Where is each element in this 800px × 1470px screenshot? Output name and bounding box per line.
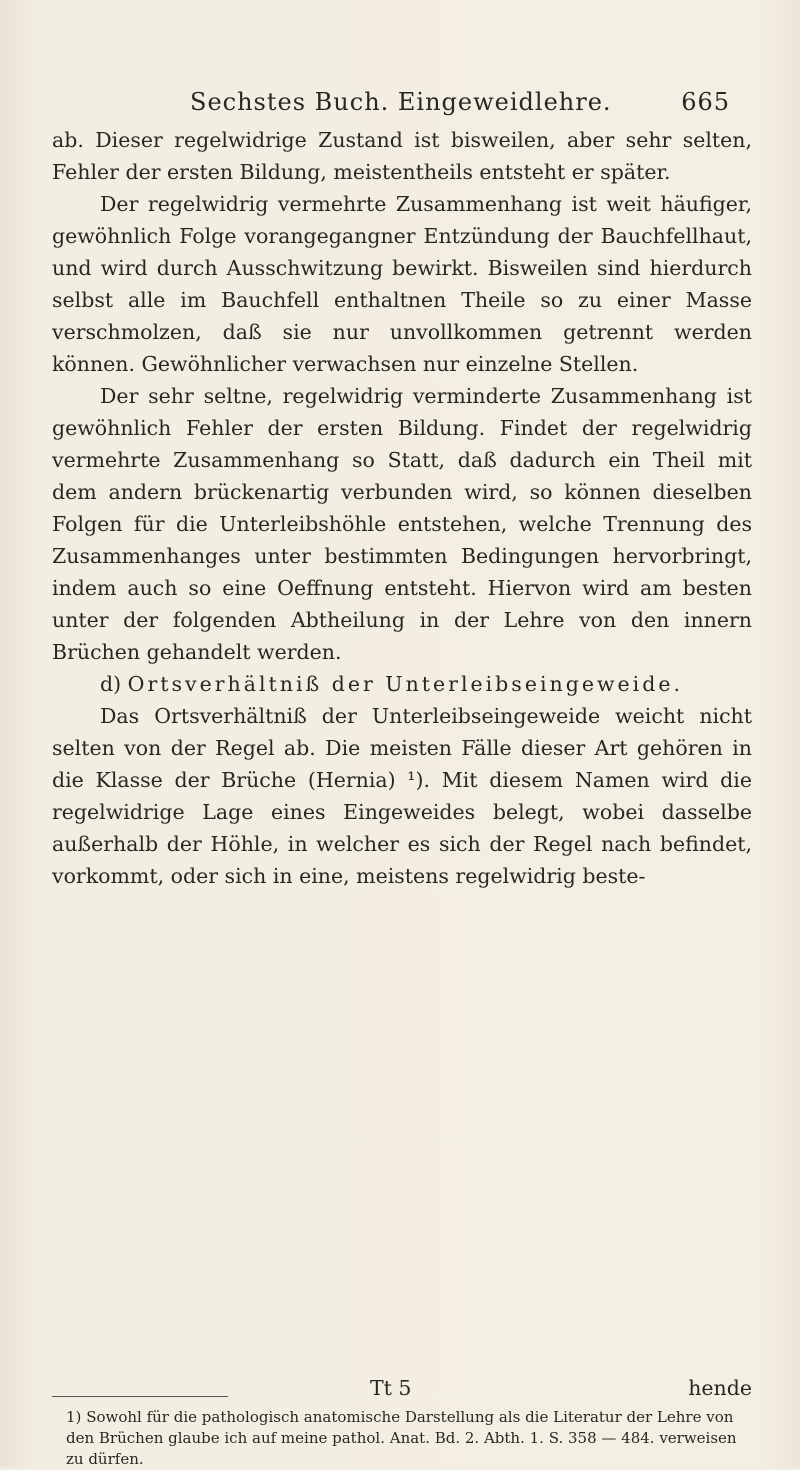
- paragraph: ab. Dieser regelwidrige Zustand ist bisweilen, aber sehr selten, Fehler der ersten Bildung, meistentheils entsteht er später.: [52, 128, 752, 184]
- section-heading: Ortsverhältniß der Unterleibseingeweide.: [127, 672, 683, 696]
- running-head-title: Sechstes Buch. Eingeweidlehre.: [190, 88, 612, 116]
- section-heading-line: [52, 668, 752, 700]
- footnote-text: Sowohl für die pathologisch anatomische Darstellung als die Literatur der Lehre von den Brüchen glaube ich auf meine pathol. Anat. Bd. 2. Abth. 1. S. 358 — 484. verweisen zu dürfen.: [66, 1408, 737, 1468]
- main-text: [52, 124, 752, 892]
- signature-mark: Tt 5: [370, 1376, 412, 1400]
- running-head: [190, 88, 730, 116]
- paragraph: Der sehr seltne, regelwidrig verminderte Zusammenhang ist gewöhnlich Fehler der ersten Bildung. Findet der regelwidrig vermehrte Zusammenhang so Statt, daß dadurch ein Theil mit dem andern brückenartig verbunden wird, so können dieselben Folgen für die Unterleibshöhle entstehen, welche Trennung des Zusammenhanges unter bestimmten Bedingungen hervorbringt, indem auch so eine Oeffnung entsteht. Hiervon wird am besten unter der folgenden Abtheilung in der Lehre von den innern Brüchen gehandelt werden.: [52, 384, 752, 664]
- paragraph: Das Ortsverhältniß der Unterleibseingeweide weicht nicht selten von der Regel ab. Die meisten Fälle dieser Art gehören in die Klasse der Brüche (Hernia) ¹). Mit diesem Namen wird die regelwidrige Lage eines Eingeweides belegt, wobei dasselbe außerhalb der Höhle, in welcher es sich der Regel nach befindet, vorkommt, oder sich in eine, meistens regelwidrig beste-: [52, 704, 752, 888]
- catchline-rule: [52, 1396, 228, 1397]
- footnote: [66, 1407, 752, 1470]
- page-number: 665: [681, 88, 730, 116]
- footnote-body: [66, 1407, 752, 1470]
- footnote-marker: 1): [66, 1408, 82, 1426]
- section-label: d): [100, 672, 122, 696]
- paragraph: Der regelwidrig vermehrte Zusammenhang ist weit häufiger, gewöhnlich Folge vorangegangner Entzündung der Bauchfellhaut, und wird durch Ausschwitzung bewirkt. Bisweilen sind hierdurch selbst alle im Bauchfell enthaltnen Theile so zu einer Masse verschmolzen, daß sie nur unvollkommen getrennt werden können. Gewöhnlicher verwachsen nur einzelne Stellen.: [52, 192, 752, 376]
- catchword: hende: [688, 1376, 752, 1400]
